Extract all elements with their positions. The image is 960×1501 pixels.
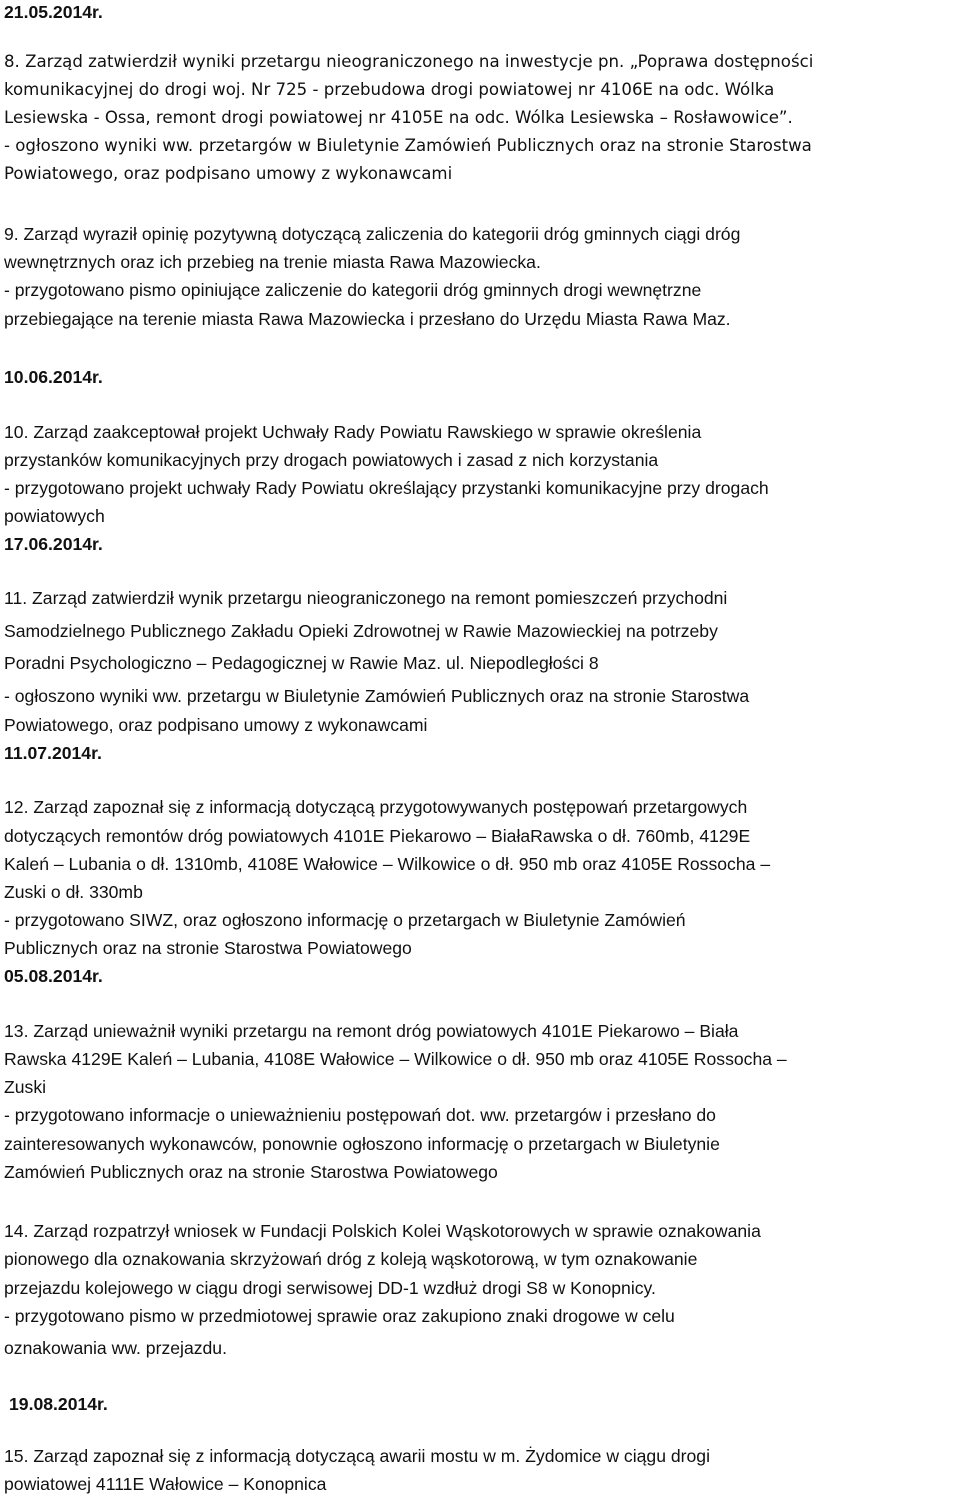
item-9-line-4: przebiegające na terenie miasta Rawa Mazowiecka i przesłano do Urzędu Miasta Rawa Maz. (4, 309, 731, 329)
item-11-line-1: 11. Zarząd zatwierdził wynik przetargu nieograniczonego na remont pomieszczeń przychodni (4, 588, 728, 608)
item-12-line-6: Publicznych oraz na stronie Starostwa Powiatowego (4, 938, 412, 958)
item-13-line-4: - przygotowano informacje o unieważnieniu postępowań dot. ww. przetargów i przesłano do (4, 1105, 716, 1125)
item-8-line-3: Lesiewska - Ossa, remont drogi powiatowej nr 4105E na odc. Wólka Lesiewska – Rosławowice”. (4, 108, 793, 127)
item-14-line-4: - przygotowano pismo w przedmiotowej sprawie oraz zakupiono znaki drogowe w celu (4, 1306, 675, 1326)
date-heading: 05.08.2014r. (4, 966, 103, 986)
item-12-line-2: dotyczących remontów dróg powiatowych 4101E Piekarowo – BiałaRawska o dł. 760mb, 4129E (4, 826, 751, 846)
item-10-line-4: powiatowych (4, 506, 105, 526)
item-15-line-2: powiatowej 4111E Wałowice – Konopnica (4, 1474, 327, 1494)
item-14-line-3: przejazdu kolejowego w ciągu drogi serwisowej DD-1 wzdłuż drogi S8 w Konopnicy. (4, 1278, 656, 1298)
item-9-line-3: - przygotowano pismo opiniujące zaliczenie do kategorii dróg gminnych drogi wewnętrzne (4, 280, 702, 300)
item-8-line-1: 8. Zarząd zatwierdził wyniki przetargu nieograniczonego na inwestycje pn. „Poprawa dostępności (4, 52, 814, 71)
item-8-line-4: - ogłoszono wyniki ww. przetargów w Biuletynie Zamówień Publicznych oraz na stronie Starostwa (4, 136, 812, 155)
item-8-line-5: Powiatowego, oraz podpisano umowy z wykonawcami (4, 164, 453, 183)
item-12-line-1: 12. Zarząd zapoznał się z informacją dotyczącą przygotowywanych postępowań przetargowych (4, 797, 748, 817)
date-heading: 17.06.2014r. (4, 534, 103, 554)
item-9-line-2: wewnętrznych oraz ich przebieg na trenie miasta Rawa Mazowiecka. (4, 252, 541, 272)
item-14-line-1: 14. Zarząd rozpatrzył wniosek w Fundacji Polskich Kolei Wąskotorowych w sprawie oznakowania (4, 1221, 761, 1241)
item-11-line-2: Samodzielnego Publicznego Zakładu Opieki Zdrowotnej w Rawie Mazowieckiej na potrzeby (4, 621, 718, 641)
date-heading: 21.05.2014r. (4, 2, 103, 22)
item-13-line-6: Zamówień Publicznych oraz na stronie Starostwa Powiatowego (4, 1162, 498, 1182)
date-heading: 11.07.2014r. (4, 743, 102, 763)
item-11-line-3: Poradni Psychologiczno – Pedagogicznej w Rawie Maz. ul. Niepodległości 8 (4, 653, 599, 673)
item-9-line-1: 9. Zarząd wyraził opinię pozytywną dotyczącą zaliczenia do kategorii dróg gminnych ciągi dróg (4, 224, 741, 244)
item-13-line-1: 13. Zarząd unieważnił wyniki przetargu na remont dróg powiatowych 4101E Piekarowo – Biała (4, 1021, 739, 1041)
date-heading: 10.06.2014r. (4, 367, 103, 387)
item-10-line-2: przystanków komunikacyjnych przy drogach powiatowych i zasad z nich korzystania (4, 450, 659, 470)
item-15-line-1: 15. Zarząd zapoznał się z informacją dotyczącą awarii mostu w m. Żydomice w ciągu drogi (4, 1446, 710, 1466)
item-14-line-5: oznakowania ww. przejazdu. (4, 1338, 227, 1358)
item-12-line-3: Kaleń – Lubania o dł. 1310mb, 4108E Wałowice – Wilkowice o dł. 950 mb oraz 4105E Rossocha – (4, 854, 771, 874)
item-12-line-4: Zuski o dł. 330mb (4, 882, 143, 902)
item-8-line-2: komunikacyjnej do drogi woj. Nr 725 - przebudowa drogi powiatowej nr 4106E na odc. Wólka (4, 80, 775, 99)
item-13-line-3: Zuski (4, 1077, 47, 1097)
date-heading: 19.08.2014r. (9, 1394, 108, 1414)
item-13-line-5: zainteresowanych wykonawców, ponownie ogłoszono informację o przetargach w Biuletynie (4, 1134, 720, 1154)
item-14-line-2: pionowego dla oznakowania skrzyżowań dróg z koleją wąskotorową, w tym oznakowanie (4, 1249, 698, 1269)
item-11-line-5: Powiatowego, oraz podpisano umowy z wykonawcami (4, 715, 428, 735)
item-13-line-2: Rawska 4129E Kaleń – Lubania, 4108E Wałowice – Wilkowice o dł. 950 mb oraz 4105E Rossocha – (4, 1049, 787, 1069)
item-10-line-1: 10. Zarząd zaakceptował projekt Uchwały Rady Powiatu Rawskiego w sprawie określenia (4, 422, 702, 442)
item-10-line-3: - przygotowano projekt uchwały Rady Powiatu określający przystanki komunikacyjne przy drogach (4, 478, 769, 498)
item-11-line-4: - ogłoszono wyniki ww. przetargu w Biuletynie Zamówień Publicznych oraz na stronie Starostwa (4, 686, 750, 706)
item-12-line-5: - przygotowano SIWZ, oraz ogłoszono informację o przetargach w Biuletynie Zamówień (4, 910, 686, 930)
